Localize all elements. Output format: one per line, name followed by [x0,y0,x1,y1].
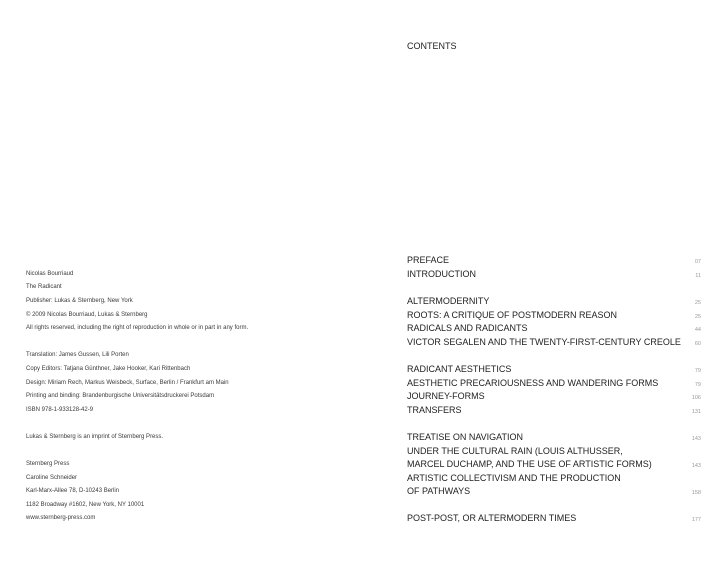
colophon-address-ny: 1182 Broadway #1602, New York, NY 10001 [26,501,145,508]
toc-entry-title: TREATISE ON NAVIGATION [407,431,524,442]
toc-entry-page: 106 [691,395,701,402]
toc-entry [407,431,701,445]
toc-entry-page: 143 [691,463,701,470]
colophon [26,268,356,526]
toc-entry-title-line2: OF PATHWAYS [407,486,471,497]
colophon-isbn: ISBN 978-1-933128-42-9 [26,406,94,413]
toc-entry [407,336,701,350]
toc-entry-title: PREFACE [407,255,450,266]
toc-entry [407,322,701,336]
colophon-press-contact: Caroline Schneider [26,474,78,481]
toc-entry-title: ALTERMODERNITY [407,295,490,306]
colophon-printing: Printing and binding: Brandenburgische Universitätsdruckerei Potsdam [26,393,215,400]
colophon-publisher: Publisher: Lukas & Sternberg, New York [26,297,133,304]
toc-entry-title: AESTHETIC PRECARIOUSNESS AND WANDERING FORMS [407,377,659,388]
toc-entry-title: RADICANT AESTHETICS [407,363,512,374]
toc-entry-title: POST-POST, OR ALTERMODERN TIMES [407,513,577,524]
toc-entry-page: 79 [694,381,701,388]
colophon-rights: All rights reserved, including the right of reproduction in whole or in part in any form. [26,325,249,332]
toc-entry-title: TRANSFERS [407,404,462,415]
toc-entry [407,472,701,486]
toc-entry [407,309,701,323]
toc-entry [407,445,701,459]
colophon-design: Design: Miriam Rech, Markus Weisbeck, Surface, Berlin / Frankfurt am Main [26,379,229,386]
colophon-author: Nicolas Bourriaud [26,270,74,277]
toc-entry-page: 60 [694,340,701,347]
colophon-translation: Translation: James Gussen, Lili Porten [26,352,129,359]
toc-entry-page: 143 [691,435,701,442]
colophon-copyright: © 2009 Nicolas Bourriaud, Lukas & Sternberg [26,311,148,318]
toc-entry-title-line2: MARCEL DUCHAMP, AND THE USE OF ARTISTIC FORMS) [407,459,652,470]
toc-entry-continued [407,458,701,472]
colophon-copy-editors: Copy Editors: Tatjana Günthner, Jake Hooker, Kari Rittenbach [26,365,191,372]
toc-entry-title: JOURNEY-FORMS [407,391,485,402]
contents-heading: CONTENTS [407,41,457,51]
toc-entry-page: 79 [694,367,701,374]
toc-entry-page: 25 [694,313,701,320]
toc-entry-title: VICTOR SEGALEN AND THE TWENTY-FIRST-CENTURY CREOLE [407,336,681,347]
toc-entry [407,377,701,391]
colophon-website: www.sternberg-press.com [26,515,96,522]
toc-entry-title: ARTISTIC COLLECTIVISM AND THE PRODUCTION [407,472,621,483]
toc-entry [407,390,701,404]
toc-entry [407,363,701,377]
toc-entry [407,295,701,309]
colophon-press-name: Sternberg Press [26,461,70,468]
toc-entry-continued [407,485,701,499]
toc-entry [407,254,701,268]
colophon-book-title: The Radicant [26,284,62,291]
toc-entry-page: 11 [695,272,701,279]
toc-entry [407,404,701,418]
toc-entry-page: 177 [691,517,701,524]
table-of-contents [407,254,701,526]
colophon-imprint-note: Lukas & Sternberg is an imprint of Sternberg Press. [26,433,164,440]
toc-entry-page: 131 [691,408,701,415]
toc-entry-page: 07 [694,259,701,266]
toc-entry-page: 25 [694,299,701,306]
toc-entry [407,512,701,526]
toc-entry-page: 158 [691,490,701,497]
toc-entry-page: 44 [694,327,701,334]
toc-entry-title: INTRODUCTION [407,268,476,279]
toc-entry-title: ROOTS: A CRITIQUE OF POSTMODERN REASON [407,309,618,320]
colophon-address-berlin: Karl-Marx-Allee 78, D-10243 Berlin [26,488,120,495]
toc-entry [407,268,701,282]
toc-entry-title: RADICALS AND RADICANTS [407,323,528,334]
toc-entry-title: UNDER THE CULTURAL RAIN (LOUIS ALTHUSSER, [407,445,623,456]
